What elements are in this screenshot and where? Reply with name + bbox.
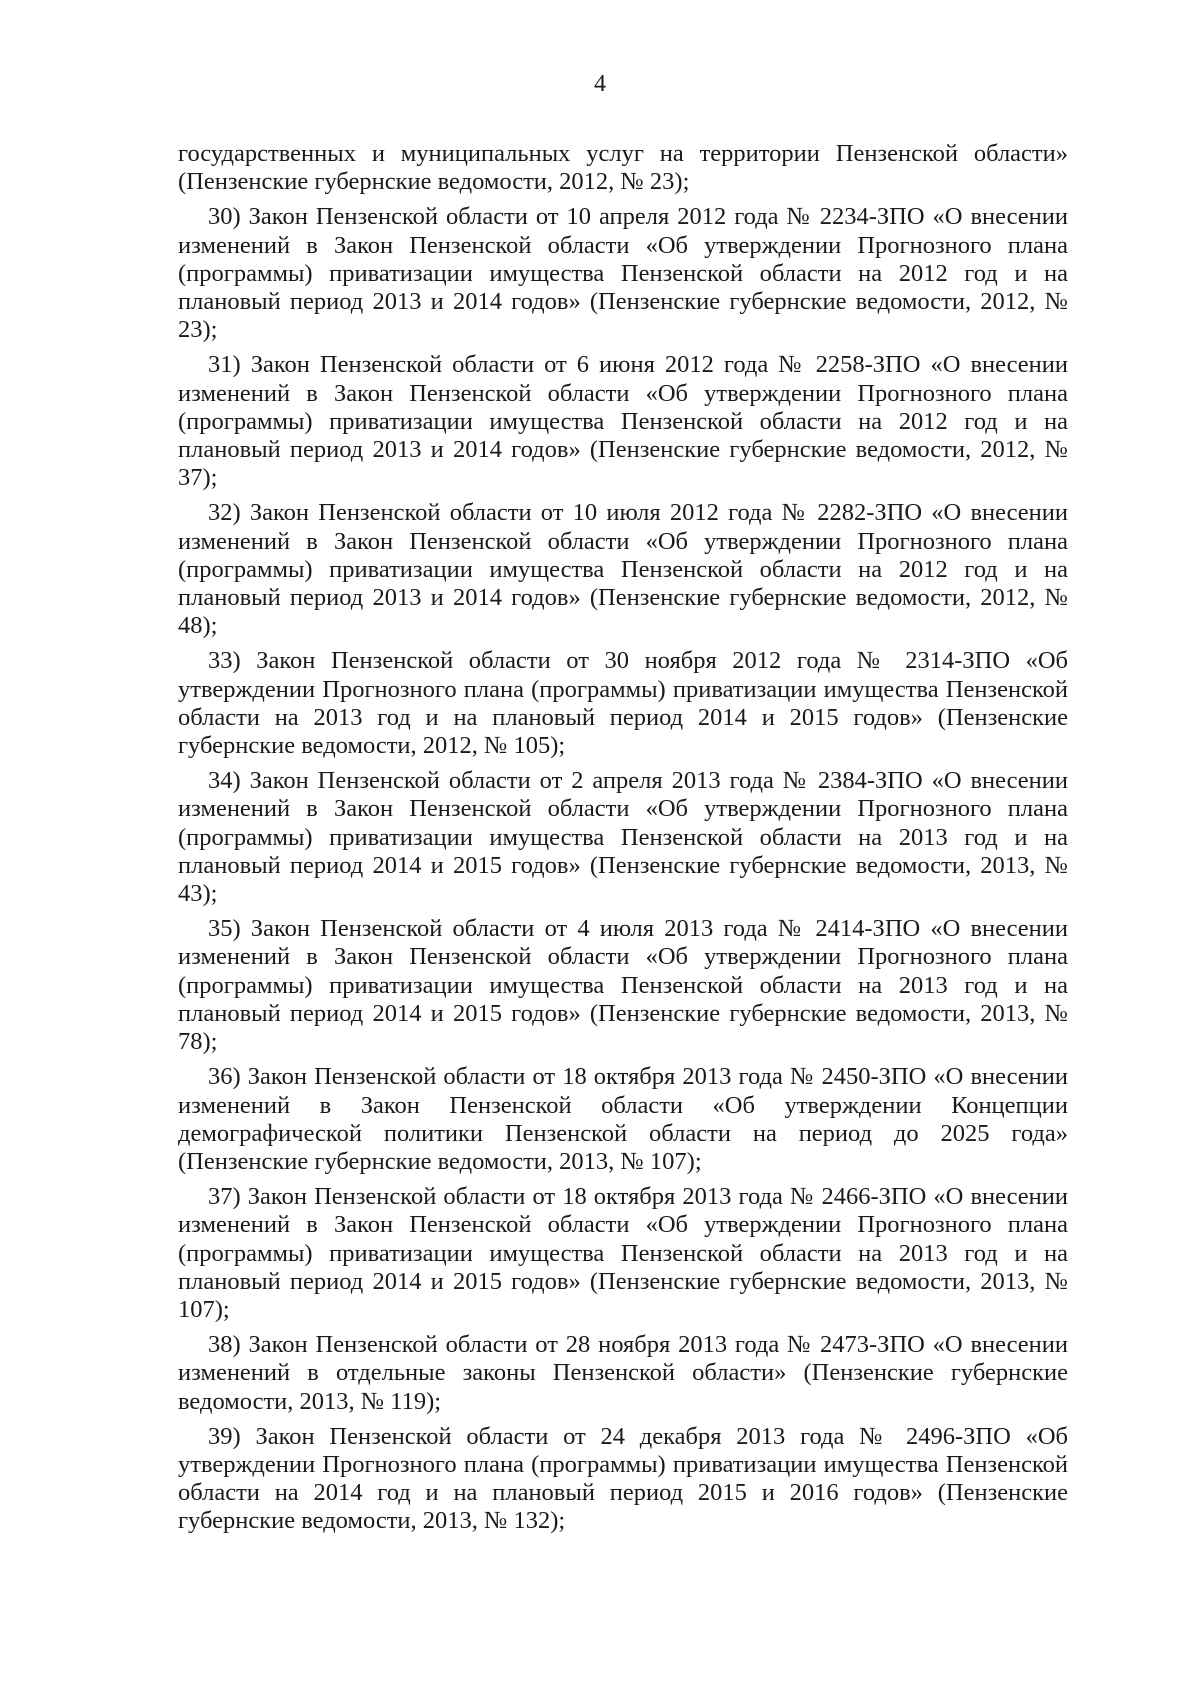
paragraph-continuation: государственных и муниципальных услуг на территории Пензенской области» (Пензенские губернские ведомости, 2012, № 23); (178, 140, 1068, 196)
list-item-32: 32) Закон Пензенской области от 10 июля 2012 года № 2282-ЗПО «О внесении изменений в Закон Пензенской области «Об утверждении Прогнозного плана (программы) приватизации имущества Пензенской области на 2012 год и на плановый период 2013 и 2014 годов» (Пензенские губернские ведомости, 2012, № 48); (178, 499, 1068, 640)
list-item-30: 30) Закон Пензенской области от 10 апреля 2012 года № 2234-ЗПО «О внесении изменений в Закон Пензенской области «Об утверждении Прогнозного плана (программы) приватизации имущества Пензенской области на 2012 год и на плановый период 2013 и 2014 годов» (Пензенские губернские ведомости, 2012, № 23); (178, 203, 1068, 344)
list-item-34: 34) Закон Пензенской области от 2 апреля 2013 года № 2384-ЗПО «О внесении изменений в Закон Пензенской области «Об утверждении Прогнозного плана (программы) приватизации имущества Пензенской области на 2013 год и на плановый период 2014 и 2015 годов» (Пензенские губернские ведомости, 2013, № 43); (178, 767, 1068, 908)
list-item-31: 31) Закон Пензенской области от 6 июня 2012 года № 2258-ЗПО «О внесении изменений в Закон Пензенской области «Об утверждении Прогнозного плана (программы) приватизации имущества Пензенской области на 2012 год и на плановый период 2013 и 2014 годов» (Пензенские губернские ведомости, 2012, № 37); (178, 351, 1068, 492)
page-number: 4 (594, 71, 606, 97)
list-item-38: 38) Закон Пензенской области от 28 ноября 2013 года № 2473-ЗПО «О внесении изменений в отдельные законы Пензенской области» (Пензенские губернские ведомости, 2013, № 119); (178, 1331, 1068, 1415)
list-item-36: 36) Закон Пензенской области от 18 октября 2013 года № 2450-ЗПО «О внесении изменений в Закон Пензенской области «Об утверждении Концепции демографической политики Пензенской области на период до 2025 года» (Пензенские губернские ведомости, 2013, № 107); (178, 1063, 1068, 1175)
list-item-37: 37) Закон Пензенской области от 18 октября 2013 года № 2466-ЗПО «О внесении изменений в Закон Пензенской области «Об утверждении Прогнозного плана (программы) приватизации имущества Пензенской области на 2013 год и на плановый период 2014 и 2015 годов» (Пензенские губернские ведомости, 2013, № 107); (178, 1183, 1068, 1323)
document-body (178, 140, 1068, 1543)
list-item-39: 39) Закон Пензенской области от 24 декабря 2013 года № 2496-ЗПО «Об утверждении Прогнозного плана (программы) приватизации имущества Пензенской области на 2014 год и на плановый период 2015 и 2016 годов» (Пензенские губернские ведомости, 2013, № 132); (178, 1422, 1068, 1535)
list-item-33: 33) Закон Пензенской области от 30 ноября 2012 года № 2314-ЗПО «Об утверждении Прогнозного плана (программы) приватизации имущества Пензенской области на 2013 год и на плановый период 2014 и 2015 годов» (Пензенские губернские ведомости, 2012, № 105); (178, 647, 1068, 760)
list-item-35: 35) Закон Пензенской области от 4 июля 2013 года № 2414-ЗПО «О внесении изменений в Закон Пензенской области «Об утверждении Прогнозного плана (программы) приватизации имущества Пензенской области на 2013 год и на плановый период 2014 и 2015 годов» (Пензенские губернские ведомости, 2013, № 78); (178, 915, 1068, 1056)
